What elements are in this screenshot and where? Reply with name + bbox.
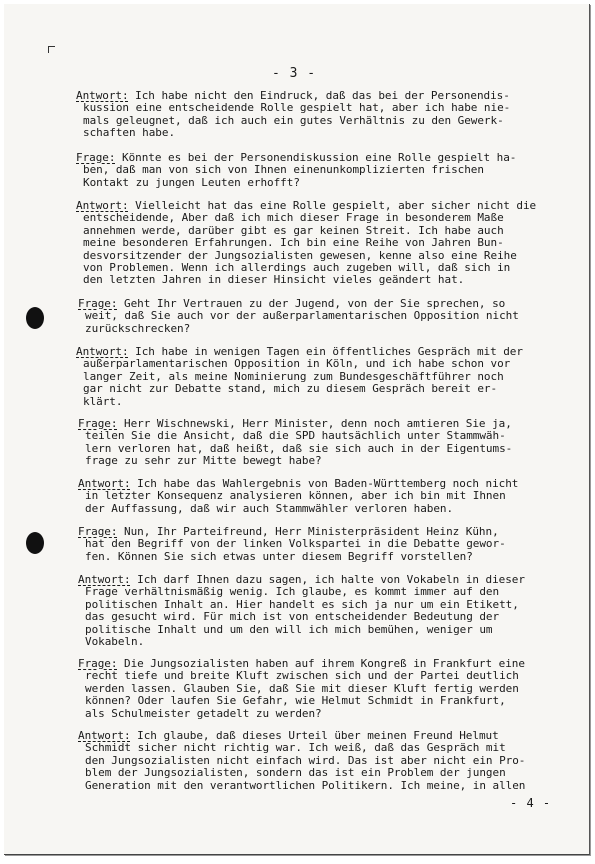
text-line: als Schulmeister getadelt zu werden? <box>85 706 322 720</box>
text-line: Schmidt sicher nicht richtig war. Ich weiß, daß das Gespräch mit <box>85 741 506 755</box>
line-text: Die Jungsozialisten haben auf ihrem Kongreß in Frankfurt eine <box>117 657 525 670</box>
text-line: ben, daß man von sich von Ihnen einenunkomplizierten frischen <box>83 163 484 177</box>
line-text: Herr Wischnewski, Herr Minister, denn noch amtieren Sie ja, <box>117 417 512 430</box>
text-line: kussion eine entscheidende Rolle gespielt hat, aber ich habe nie- <box>83 101 511 115</box>
text-line: langer Zeit, als meine Nominierung zum Bundesgeschäftführer noch <box>83 369 504 383</box>
line-text: Könnte es bei der Personendiskussion eine Rolle gespielt ha- <box>115 151 517 164</box>
speaker-label: Frage: <box>78 657 118 670</box>
text-line: blem der Jungsozialisten, sondern das ist ein Problem der jungen <box>85 766 506 780</box>
line-text: Ich glaube, daß dieses Urteil über meinen Freund Helmut <box>130 729 499 742</box>
qa-block <box>76 152 561 189</box>
text-line: mals geleugnet, daß ich auch ein gutes Verhältnis zu den Gewerk- <box>83 113 504 127</box>
text-line: recht tiefe und breite Kluft zwischen sich und der Partei deutlich <box>85 669 519 683</box>
corner-mark <box>48 46 55 53</box>
text-line: lern verloren hat, daß heißt, daß sie sich auch in der Eigentums- <box>85 441 513 455</box>
speaker-label: Antwort: <box>78 477 131 490</box>
text-line: schaften habe. <box>83 126 176 140</box>
text-line: den letzten Jahren in dieser Hinsicht vieles geändert hat. <box>83 273 465 287</box>
text-line: meine besonderen Erfahrungen. Ich bin eine Reihe von Jahren Bun- <box>83 236 504 250</box>
text-line: Generation mit den verantwortlichen Politikern. Ich meine, in allen <box>85 778 526 792</box>
line-text: Ich habe nicht den Eindruck, daß das bei der Personendis- <box>128 89 510 102</box>
line-text: Vielleicht hat das eine Rolle gespielt, aber sicher nicht die <box>128 199 537 212</box>
document-page <box>4 4 590 855</box>
line-text: Ich habe das Wahlergebnis von Baden-Württemberg noch nicht <box>130 477 519 490</box>
text-line: annehmen werde, darüber gibt es gar keinen Streit. Ich habe auch <box>83 223 504 237</box>
line-text: Geht Ihr Vertrauen zu der Jugend, von der Sie sprechen, so <box>117 297 506 310</box>
speaker-label: Frage: <box>78 297 118 310</box>
text-line: zurückschrecken? <box>85 321 191 335</box>
speaker-label: Antwort: <box>76 199 129 212</box>
speaker-label: Antwort: <box>78 729 131 742</box>
text-line: den Jungsozialisten nicht einfach wird. Das ist aber nicht ein Pro- <box>85 753 526 767</box>
text-line: weit, daß Sie auch vor der außerparlamentarischen Opposition nicht <box>85 309 519 323</box>
text-line: desvorsitzender der Jungsozialisten gewesen, kenne also eine Reihe <box>83 248 517 262</box>
qa-block <box>78 298 563 335</box>
page-number-footer: - 4 - <box>510 796 552 810</box>
qa-block <box>76 90 561 140</box>
text-line: in letzter Konsequenz analysieren können, aber ich bin mit Ihnen <box>85 489 506 503</box>
text-line: gar nicht zur Debatte stand, mich zu diesem Gespräch bereit er- <box>83 382 498 396</box>
page-number-header: - 3 - <box>272 66 317 81</box>
text-line: Kontakt zu jungen Leuten erhofft? <box>83 175 300 189</box>
qa-block <box>78 478 563 515</box>
text-line: von Problemen. Wenn ich allerdings auch zugeben will, daß sich in <box>83 261 511 275</box>
line-text: Ich darf Ihnen dazu sagen, ich halte von Vokabeln in dieser <box>130 573 525 586</box>
text-line: Vokabeln. <box>85 635 145 649</box>
text-line: politischen Inhalt an. Hier handelt es sich ja nur um ein Etikett, <box>85 597 519 611</box>
punch-hole-upper <box>26 307 44 329</box>
speaker-label: Antwort: <box>78 573 131 586</box>
text-line: entscheidende, Aber daß ich mich dieser Frage in besonderem Maße <box>83 211 504 225</box>
qa-block <box>78 418 563 468</box>
text-line: klärt. <box>83 394 123 408</box>
qa-block <box>78 574 563 648</box>
speaker-label: Frage: <box>76 151 116 164</box>
punch-hole-lower <box>26 532 44 554</box>
speaker-label: Frage: <box>78 525 118 538</box>
text-line: werden lassen. Glauben Sie, daß Sie mit dieser Kluft fertig werden <box>85 681 519 695</box>
qa-block <box>76 346 561 408</box>
line-text: Nun, Ihr Parteifreund, Herr Ministerpräsident Heinz Kühn, <box>117 525 499 538</box>
text-line: teilen Sie die Ansicht, daß die SPD hautsächlich unter Stammwäh- <box>85 429 506 443</box>
text-line: frage zu sehr zur Mitte bewegt habe? <box>85 454 322 468</box>
qa-block <box>78 730 563 792</box>
line-text: Ich habe in wenigen Tagen ein öffentliches Gespräch mit der <box>128 345 523 358</box>
qa-block <box>78 526 563 563</box>
qa-block <box>76 200 561 287</box>
text-line: hat den Begriff von der linken Volkspartei in die Debatte gewor- <box>85 537 506 551</box>
text-line: der Auffassung, daß wir auch Stammwähler verloren haben. <box>85 501 454 515</box>
speaker-label: Frage: <box>78 417 118 430</box>
text-line: das gesucht wird. Für mich ist von entscheidender Bedeutung der <box>85 610 500 624</box>
text-line: Frage verhältnismäßig wenig. Ich glaube, es kommt immer auf den <box>85 585 500 599</box>
text-line: außerparlamentarischen Opposition in Köln, und ich habe schon vor <box>83 357 511 371</box>
text-line: fen. Können Sie sich etwas unter diesem Begriff vorstellen? <box>85 549 473 563</box>
text-line: politische Inhalt und um den will ich mich bemühen, weniger um <box>85 622 493 636</box>
speaker-label: Antwort: <box>76 89 129 102</box>
text-line: können? Oder laufen Sie Gefahr, wie Helmut Schmidt in Frankfurt, <box>85 694 506 708</box>
speaker-label: Antwort: <box>76 345 129 358</box>
qa-block <box>78 658 563 720</box>
